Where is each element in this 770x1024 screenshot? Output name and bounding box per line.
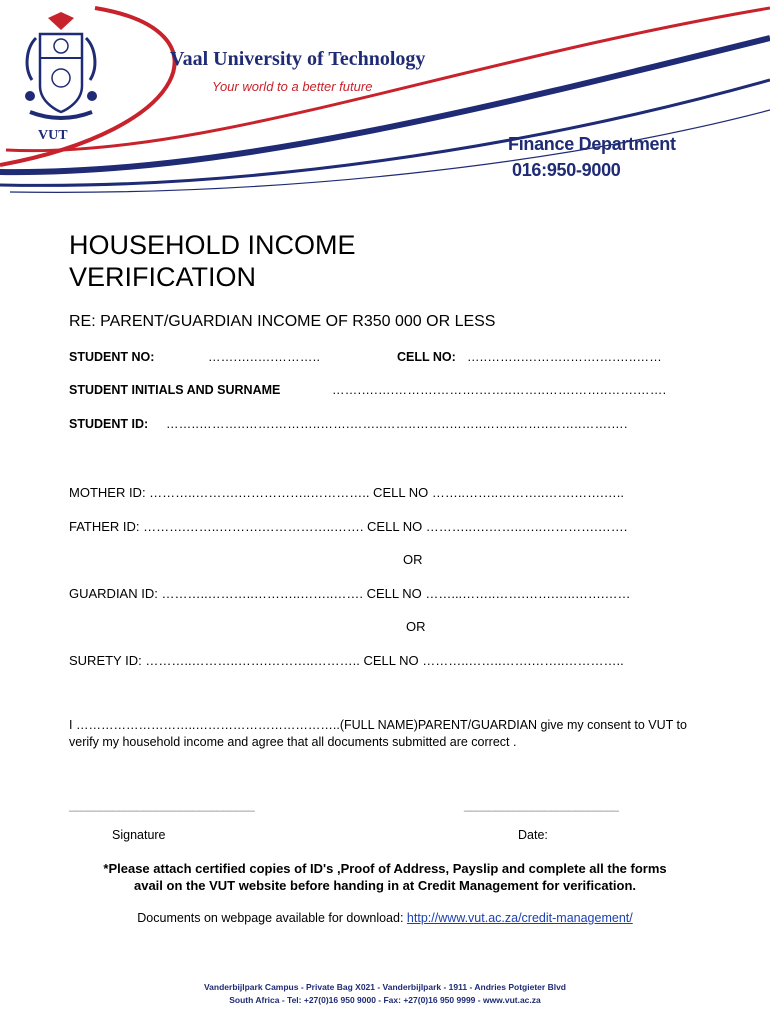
signature-label: Signature: [112, 828, 166, 842]
form-title-line1: HOUSEHOLD INCOME: [69, 230, 356, 260]
university-tagline: Your world to a better future: [212, 79, 373, 94]
guardian-id-row[interactable]: GUARDIAN ID: ………..………..………..……..……. CELL NO ……...……..…….…….…..…….……: [69, 586, 631, 601]
header-swoosh-graphic: [0, 0, 770, 200]
re-line: RE: PARENT/GUARDIAN INCOME OF R350 000 OR LESS: [69, 313, 496, 330]
department-name: Finance Department: [508, 134, 676, 154]
university-crest-logo: [16, 8, 106, 136]
form-title-line2: VERIFICATION: [69, 262, 257, 292]
attachment-note-line2: avail on the VUT website before handing in at Credit Management for verification.: [133, 878, 637, 893]
department-phone: 016:950-9000: [512, 160, 621, 180]
mother-id-row[interactable]: MOTHER ID: ………..……….……………..………….. CELL NO ……..……..………..…….…….…..: [69, 485, 624, 500]
download-text: Documents on webpage available for download:: [137, 911, 404, 925]
father-id-row[interactable]: FATHER ID: ……….……..……….……………..……. CELL NO ………..….……..…..………….…….: [69, 519, 628, 534]
cell-no-label: CELL NO:: [397, 350, 456, 364]
student-id-field[interactable]: ……..………..…….………..…….……..……..……..……..……..……..……..…….….: [166, 417, 628, 431]
form-title: [69, 229, 469, 293]
download-info: [60, 911, 710, 925]
date-label: Date:: [518, 828, 548, 842]
university-name: Vaal University of Technology: [170, 48, 426, 70]
surety-id-row[interactable]: SURETY ID: ………..………..…….………..……….. CELL NO ………..……..…….……..…………..: [69, 653, 624, 668]
university-abbreviation: VUT: [38, 128, 68, 143]
student-no-field[interactable]: …….…..….………..: [208, 350, 321, 364]
initials-surname-field[interactable]: …….….….……….……….……..……..…….……..…….…….: [332, 383, 667, 397]
footer-line1: Vanderbijlpark Campus - Private Bag X021 - Vanderbijlpark - 1911 - Andries Potgieter Blvd: [203, 982, 566, 992]
consent-statement: I ………………………..……………………………..(FULL NAME)PARENT/GUARDIAN give my consent to VUT to verify my household income and agree that all documents submitted are correct .: [69, 718, 687, 749]
attachment-note-line1: *Please attach certified copies of ID's ,Proof of Address, Payslip and complete all the forms: [103, 861, 667, 876]
student-id-label: STUDENT ID:: [69, 417, 149, 431]
initials-surname-label: STUDENT INITIALS AND SURNAME: [69, 383, 281, 397]
date-line[interactable]: _________________________: [464, 798, 619, 812]
student-no-label: STUDENT NO:: [69, 350, 155, 364]
or-separator-2: OR: [406, 619, 426, 634]
credit-management-link[interactable]: http://www.vut.ac.za/credit-management/: [406, 911, 633, 925]
or-separator-1: OR: [403, 552, 423, 567]
footer-line2: South Africa - Tel: +27(0)16 950 9000 - Fax: +27(0)16 950 9999 - www.vut.ac.za: [229, 995, 541, 1005]
attachment-note: [60, 860, 710, 894]
cell-no-field[interactable]: …..……..….……..…….….…..……: [467, 350, 663, 364]
signature-line[interactable]: ______________________________: [69, 798, 255, 812]
footer-address: [100, 981, 670, 1007]
